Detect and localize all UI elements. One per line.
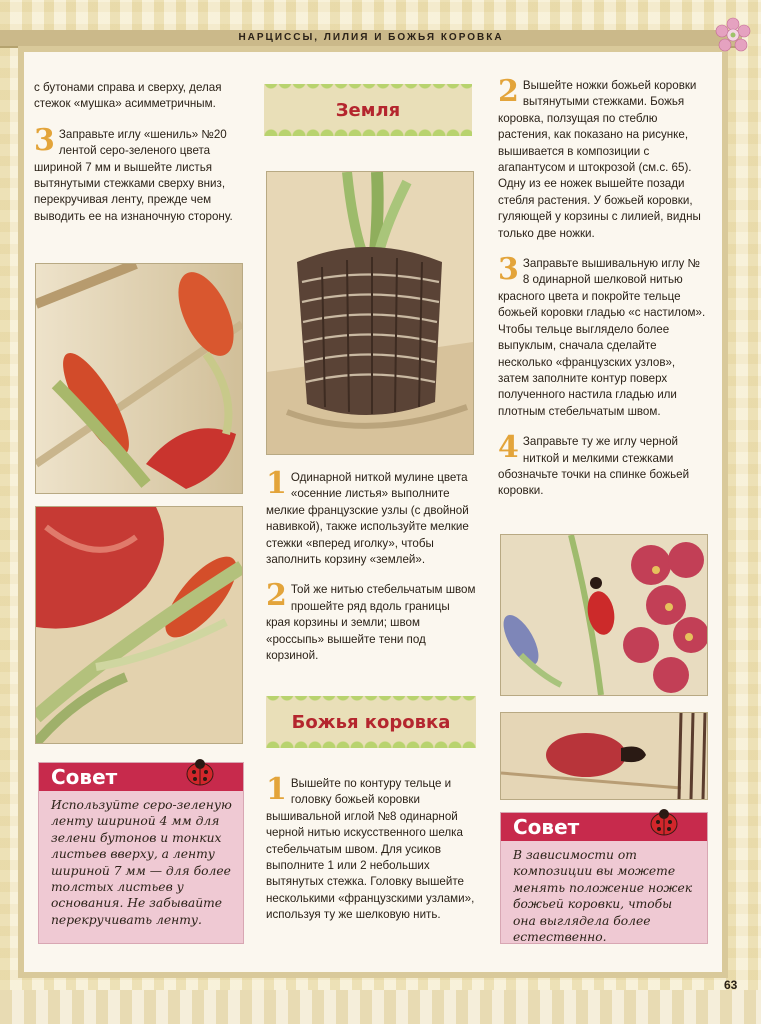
right-column <box>498 74 708 514</box>
left-intro: с бутонами справа и сверху, делая стежок «мушка» асимметричным. <box>34 81 222 111</box>
page-title: НАРЦИССЫ, ЛИЛИЯ И БОЖЬЯ КОРОВКА <box>238 32 504 43</box>
section-banner-soil <box>264 84 472 136</box>
right-step-4-text: Заправьте ту же иглу черной ниткой и мелкими стежками обозначьте точки на спинке божьей коровки. <box>498 435 690 498</box>
tip-box-right <box>500 812 708 944</box>
tip-title: Совет <box>513 815 580 839</box>
left-column <box>34 80 244 239</box>
bottom-border <box>0 990 761 1024</box>
step-number: 4 <box>498 430 519 466</box>
tip-text: В зависимости от композиции вы можете менять положение ножек божьей коровки, чтобы она выглядела более естественно. <box>513 848 693 945</box>
tip-header <box>39 763 243 791</box>
photo-basket <box>266 171 474 455</box>
section-banner-ladybug <box>266 696 476 748</box>
flower-icon <box>714 16 752 54</box>
section-heading: Божья коровка <box>291 711 451 733</box>
right-step-2 <box>498 74 708 242</box>
photo-ladybug-basket <box>500 712 708 800</box>
ladybug-step-1 <box>266 772 476 924</box>
photo-lily-buds <box>35 263 243 494</box>
page-number: 63 <box>724 978 738 992</box>
tip-title: Совет <box>51 765 118 789</box>
left-step-3-text: Заправьте иглу «шениль» №20 лентой серо-зеленого цвета шириной 7 мм и вышейте листья вытянутыми стежками сверху вниз, перекручивая ленту, прежде чем выводить ее на изнаночную сторону. <box>34 127 233 223</box>
right-step-4 <box>498 430 708 500</box>
photo-lily-flower <box>35 506 243 744</box>
step-number: 3 <box>34 122 55 158</box>
middle-column-soil <box>266 466 476 678</box>
ladybug-icon <box>183 757 217 787</box>
ladybug-icon <box>647 807 681 837</box>
tip-header <box>501 813 707 841</box>
soil-step-1-text: Одинарной ниткой мулине цвета «осенние листья» выполните мелкие французские узлы (с двойной навивкой), также используйте мелкие стежки «вперед иголку», чтобы заполнить корзину «землей». <box>266 471 469 567</box>
soil-step-1 <box>266 466 476 568</box>
section-heading: Земля <box>335 99 401 121</box>
step-number: 2 <box>266 578 287 614</box>
right-step-3-text: Заправьте вышивальную иглу № 8 одинарной шелковой нитью красного цвета и покройте тельце божьей коровки гладью «с настилом». Чтобы тельце выглядело более выпуклым, сначала сделайте несколько «французских узлов», затем заполните контур поверх полученного настила гладью или плотным стебельчатым швом. <box>498 257 706 418</box>
step-number: 2 <box>498 74 519 109</box>
tip-text: Используйте серо-зеленую ленту шириной 4 мм для зелени бутонов и тонких листьев вверху, а ленту шириной 7 мм — для более толстых листьев у основания. Не забывайте перекручивать ленту. <box>51 798 232 927</box>
photo-ladybug-stem <box>500 534 708 696</box>
left-step-3 <box>34 122 244 225</box>
ladybug-step-1-text: Вышейте по контуру тельце и головку божьей коровки вышивальной иглой №8 одинарной черной нитью искусственного шелка стебельчатым швом. Для усиков выполните 1 или 2 небольших вытянутых стежка. Головку вышейте несколькими «французскими узлами», используя ту же шелковую нить. <box>266 777 475 922</box>
step-number: 1 <box>266 772 287 807</box>
middle-column-ladybug <box>266 772 476 938</box>
right-step-2-text: Вышейте ножки божьей коровки вытянутыми стежками. Божья коровка, ползущая по стеблю растения, как показано на рисунке, вышивается в композиции с агапантусом и штокрозой (см.с. 65). Одну из ее ножек вышейте позади стебля растения. У божьей коровки, гуляющей у корзины с лилией, видны только две ножки. <box>498 79 701 240</box>
right-step-3 <box>498 252 708 420</box>
tip-box-left <box>38 762 244 944</box>
step-number: 3 <box>498 252 519 288</box>
step-number: 1 <box>266 466 287 501</box>
soil-step-2 <box>266 578 476 664</box>
soil-step-2-text: Той же нитью стебельчатым швом прошейте ряд вдоль границы края корзины и земли; швом «россыпь» вышейте тени под корзиной. <box>266 583 476 663</box>
